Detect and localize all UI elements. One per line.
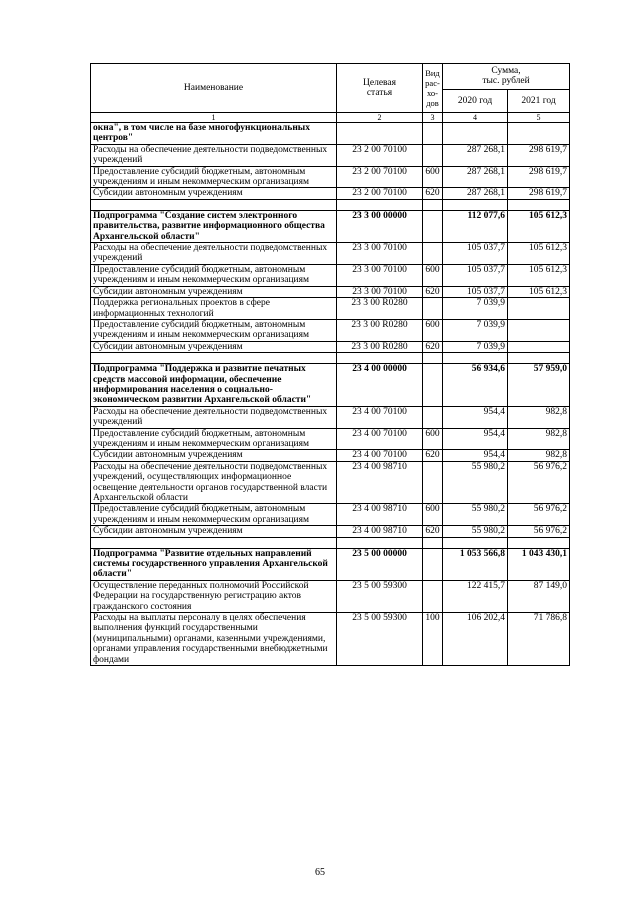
header-code-line1: Целевая xyxy=(363,77,396,88)
row-name: Предоставление субсидий бюджетным, автономным учреждениям и иным некоммерческим организациям xyxy=(91,166,337,188)
row-2020: 105 037,7 xyxy=(443,243,508,265)
spacer-row xyxy=(91,199,570,210)
row-code: 23 2 00 70100 xyxy=(337,144,423,166)
row-2021: 298 619,7 xyxy=(508,166,570,188)
row-vid: 600 xyxy=(423,166,443,188)
row-vid: 620 xyxy=(423,286,443,297)
row-2020: 122 415,7 xyxy=(443,580,508,612)
row-name: Субсидии автономным учреждениям xyxy=(91,286,337,297)
row-vid xyxy=(423,243,443,265)
row-vid: 600 xyxy=(423,504,443,526)
row-code: 23 4 00 98710 xyxy=(337,461,423,504)
row-2020: 55 980,2 xyxy=(443,526,508,537)
row-2021: 105 612,3 xyxy=(508,264,570,286)
row-code: 23 4 00 00000 xyxy=(337,364,423,407)
row-2020: 954,4 xyxy=(443,428,508,450)
spacer-row xyxy=(91,353,570,364)
row-2021 xyxy=(508,298,570,320)
table-row xyxy=(91,364,570,407)
budget-table xyxy=(90,63,570,666)
column-index: 2 xyxy=(337,113,423,123)
row-vid xyxy=(423,210,443,242)
table-row xyxy=(91,406,570,428)
row-vid: 600 xyxy=(423,428,443,450)
row-2021: 982,8 xyxy=(508,406,570,428)
row-2020: 56 934,6 xyxy=(443,364,508,407)
table-row xyxy=(91,144,570,166)
row-code: 23 3 00 70100 xyxy=(337,243,423,265)
row-name: окна", в том числе на базе многофункциональных центров" xyxy=(91,123,337,145)
row-vid xyxy=(423,580,443,612)
header-code-line2: статья xyxy=(366,88,393,98)
header-vid xyxy=(423,64,443,113)
row-code: 23 5 00 59300 xyxy=(337,613,423,666)
row-2021: 56 976,2 xyxy=(508,461,570,504)
spacer-row xyxy=(91,537,570,548)
row-vid xyxy=(423,298,443,320)
row-2021: 87 149,0 xyxy=(508,580,570,612)
row-name: Субсидии автономным учреждениям xyxy=(91,526,337,537)
row-vid: 600 xyxy=(423,264,443,286)
table-row xyxy=(91,166,570,188)
header-sum-line2: тыс. рублей xyxy=(482,76,530,87)
row-code: 23 4 00 70100 xyxy=(337,428,423,450)
row-name: Расходы на выплаты персоналу в целях обеспечения выполнения функций государственными (муниципальными) органами, казенными учреждениями, органами управления государственными внебюджетными фондами xyxy=(91,613,337,666)
row-2021: 105 612,3 xyxy=(508,243,570,265)
row-2020: 287 268,1 xyxy=(443,188,508,199)
row-vid xyxy=(423,406,443,428)
table-row xyxy=(91,264,570,286)
row-2021: 56 976,2 xyxy=(508,504,570,526)
row-vid xyxy=(423,461,443,504)
table-row xyxy=(91,613,570,666)
row-2020: 105 037,7 xyxy=(443,264,508,286)
table-row xyxy=(91,298,570,320)
row-2020: 287 268,1 xyxy=(443,166,508,188)
row-2020: 106 202,4 xyxy=(443,613,508,666)
row-code: 23 4 00 98710 xyxy=(337,526,423,537)
header-vid-line1: Вид xyxy=(425,68,440,78)
row-code: 23 3 00 R0280 xyxy=(337,319,423,341)
table-row xyxy=(91,123,570,145)
header-sum-line1: Сумма, xyxy=(491,65,521,76)
row-code: 23 4 00 98710 xyxy=(337,504,423,526)
row-2020: 7 039,9 xyxy=(443,319,508,341)
row-code: 23 2 00 70100 xyxy=(337,188,423,199)
row-vid: 620 xyxy=(423,450,443,461)
table-row xyxy=(91,450,570,461)
row-2021: 56 976,2 xyxy=(508,526,570,537)
row-2021: 71 786,8 xyxy=(508,613,570,666)
column-index-row xyxy=(91,113,570,123)
row-name: Расходы на обеспечение деятельности подведомственных учреждений xyxy=(91,406,337,428)
row-name: Предоставление субсидий бюджетным, автономным учреждениям и иным некоммерческим организациям xyxy=(91,264,337,286)
header-vid-line2: рас- xyxy=(425,78,440,88)
row-vid: 620 xyxy=(423,341,443,352)
row-2021: 298 619,7 xyxy=(508,188,570,199)
row-code xyxy=(337,123,423,145)
row-name: Подпрограмма "Создание систем электронного правительства, развитие информационного общества Архангельской области" xyxy=(91,210,337,242)
row-vid xyxy=(423,123,443,145)
table-row xyxy=(91,319,570,341)
row-name: Предоставление субсидий бюджетным, автономным учреждениям и иным некоммерческим организациям xyxy=(91,428,337,450)
table-row xyxy=(91,504,570,526)
row-2021 xyxy=(508,341,570,352)
row-2021 xyxy=(508,123,570,145)
table-row xyxy=(91,428,570,450)
row-name: Поддержка региональных проектов в сфере информационных технологий xyxy=(91,298,337,320)
row-2020: 55 980,2 xyxy=(443,504,508,526)
row-2020: 55 980,2 xyxy=(443,461,508,504)
header-sum xyxy=(443,64,570,90)
row-2021 xyxy=(508,319,570,341)
row-2020: 1 053 566,8 xyxy=(443,548,508,580)
table-row xyxy=(91,210,570,242)
row-2021: 57 959,0 xyxy=(508,364,570,407)
row-name: Подпрограмма "Поддержка и развитие печатных средств массовой информации, обеспечение информирования населения о социально-экономическом развитии Архангельской области" xyxy=(91,364,337,407)
row-code: 23 3 00 R0280 xyxy=(337,341,423,352)
row-name: Подпрограмма "Развитие отдельных направлений системы государственного управления Архангельской области" xyxy=(91,548,337,580)
row-name: Субсидии автономным учреждениям xyxy=(91,188,337,199)
row-name: Расходы на обеспечение деятельности подведомственных учреждений xyxy=(91,144,337,166)
row-code: 23 4 00 70100 xyxy=(337,450,423,461)
row-2021: 1 043 430,1 xyxy=(508,548,570,580)
row-vid: 620 xyxy=(423,188,443,199)
row-code: 23 3 00 00000 xyxy=(337,210,423,242)
header-vid-line3: хо- xyxy=(426,88,438,98)
row-2020: 105 037,7 xyxy=(443,286,508,297)
page-number: 65 xyxy=(315,867,325,878)
row-2020: 954,4 xyxy=(443,450,508,461)
header-name: Наименование xyxy=(91,64,337,113)
row-2021: 982,8 xyxy=(508,450,570,461)
row-2021: 105 612,3 xyxy=(508,286,570,297)
header-vid-line4: дов xyxy=(426,98,439,108)
table-row xyxy=(91,526,570,537)
column-index: 4 xyxy=(443,113,508,123)
column-index: 1 xyxy=(91,113,337,123)
row-vid: 620 xyxy=(423,526,443,537)
row-code: 23 5 00 00000 xyxy=(337,548,423,580)
row-name: Осуществление переданных полномочий Российской Федерации на государственную регистрацию актов гражданского состояния xyxy=(91,580,337,612)
row-code: 23 3 00 70100 xyxy=(337,264,423,286)
row-2020 xyxy=(443,123,508,145)
row-2020: 112 077,6 xyxy=(443,210,508,242)
column-index: 5 xyxy=(508,113,570,123)
row-name: Субсидии автономным учреждениям xyxy=(91,450,337,461)
header-year-2020: 2020 год xyxy=(443,89,508,112)
row-vid xyxy=(423,548,443,580)
table-row xyxy=(91,461,570,504)
header-code xyxy=(337,64,423,113)
table-header-row xyxy=(91,64,570,90)
row-code: 23 2 00 70100 xyxy=(337,166,423,188)
table-row xyxy=(91,188,570,199)
row-2020: 7 039,9 xyxy=(443,341,508,352)
column-index: 3 xyxy=(423,113,443,123)
row-vid: 100 xyxy=(423,613,443,666)
table-row xyxy=(91,243,570,265)
row-vid xyxy=(423,364,443,407)
table-row xyxy=(91,548,570,580)
header-year-2021: 2021 год xyxy=(508,89,570,112)
row-code: 23 3 00 R0280 xyxy=(337,298,423,320)
row-name: Субсидии автономным учреждениям xyxy=(91,341,337,352)
table-row xyxy=(91,580,570,612)
row-2020: 954,4 xyxy=(443,406,508,428)
row-code: 23 5 00 59300 xyxy=(337,580,423,612)
row-name: Предоставление субсидий бюджетным, автономным учреждениям и иным некоммерческим организациям xyxy=(91,504,337,526)
row-vid: 600 xyxy=(423,319,443,341)
row-vid xyxy=(423,144,443,166)
table-row xyxy=(91,286,570,297)
row-2020: 287 268,1 xyxy=(443,144,508,166)
row-2020: 7 039,9 xyxy=(443,298,508,320)
row-2021: 105 612,3 xyxy=(508,210,570,242)
row-code: 23 4 00 70100 xyxy=(337,406,423,428)
row-name: Расходы на обеспечение деятельности подведомственных учреждений, осуществляющих информационное освещение деятельности органов государственной власти Архангельской области xyxy=(91,461,337,504)
row-name: Расходы на обеспечение деятельности подведомственных учреждений xyxy=(91,243,337,265)
row-2021: 982,8 xyxy=(508,428,570,450)
table-row xyxy=(91,341,570,352)
row-2021: 298 619,7 xyxy=(508,144,570,166)
row-name: Предоставление субсидий бюджетным, автономным учреждениям и иным некоммерческим организациям xyxy=(91,319,337,341)
row-code: 23 3 00 70100 xyxy=(337,286,423,297)
